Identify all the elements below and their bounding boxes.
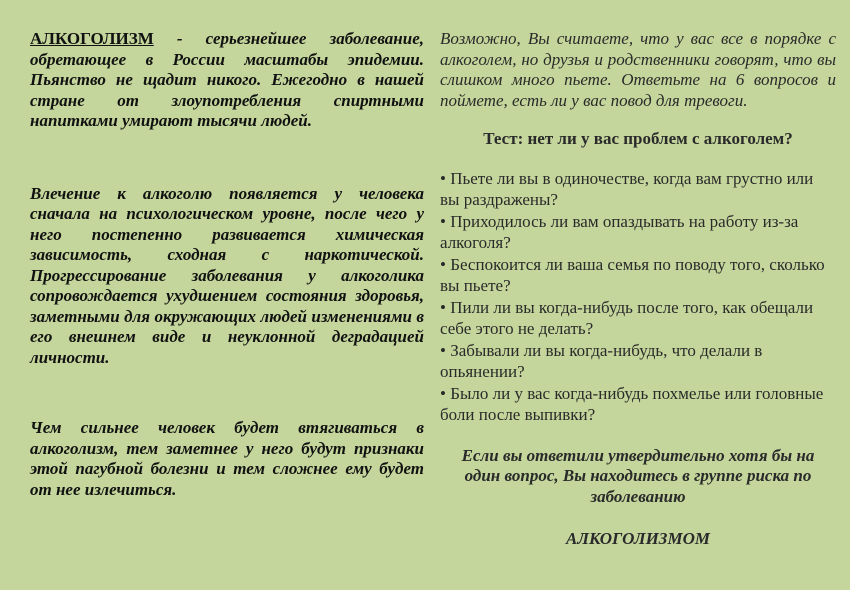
question-item: • Забывали ли вы когда-нибудь, что делали в опьянении? [440,340,763,381]
conclusion: Если вы ответили утвердительно хотя бы на один вопрос, Вы находитесь в группе риска по заболеванию [461,445,815,506]
right-intro: Возможно, Вы считаете, что у вас все в порядке с алкоголем, но друзья и родственники говорят, что вы слишком много пьете. Ответьте на 6 вопросов и поймете, есть ли у вас повод для тревоги. [440,29,836,110]
intro-text: - серьезнейшее заболевание, обретающее в России масштабы эпидемии. Пьянство не щадит никого. Ежегодно в нашей стране от злоупотребления спиртными напитками умирают тысячи людей. [30,29,424,130]
question-item: • Беспокоится ли ваша семья по поводу того, сколько вы пьете? [440,254,825,295]
left-column [30,0,424,500]
paragraph-2: Влечение к алкоголю появляется у человека сначала на психологическом уровне, после чего у него постепенно развивается химическая зависимость, сходная с наркотической. Прогрессирование заболевания у алкоголика сопровождается ухудшением состояния здоровья, заметными для окружающих людей изменениями в его внешнем виде и неуклонной деградацией личности. [30,183,424,367]
right-column [440,0,836,550]
question-item: • Приходилось ли вам опаздывать на работу из-за алкоголя? [440,211,799,252]
question-item: • Было ли у вас когда-нибудь похмелье или головные боли после выпивки? [440,383,824,424]
test-title: Тест: нет ли у вас проблем с алкоголем? [483,129,793,148]
question-item: • Пьете ли вы в одиночестве, когда вам грустно или вы раздражены? [440,168,814,209]
question-list [440,168,836,426]
heading: АЛКОГОЛИЗМ [30,29,154,48]
question-item: • Пили ли вы когда-нибудь после того, как обещали себе этого не делать? [440,297,814,338]
intro-paragraph [30,29,424,132]
conclusion-word: АЛКОГОЛИЗМОМ [566,529,710,548]
paragraph-3: Чем сильнее человек будет втягиваться в алкоголизм, тем заметнее у него будут признаки этой пагубной болезни и тем сложнее ему будет от нее излечиться. [30,418,424,499]
